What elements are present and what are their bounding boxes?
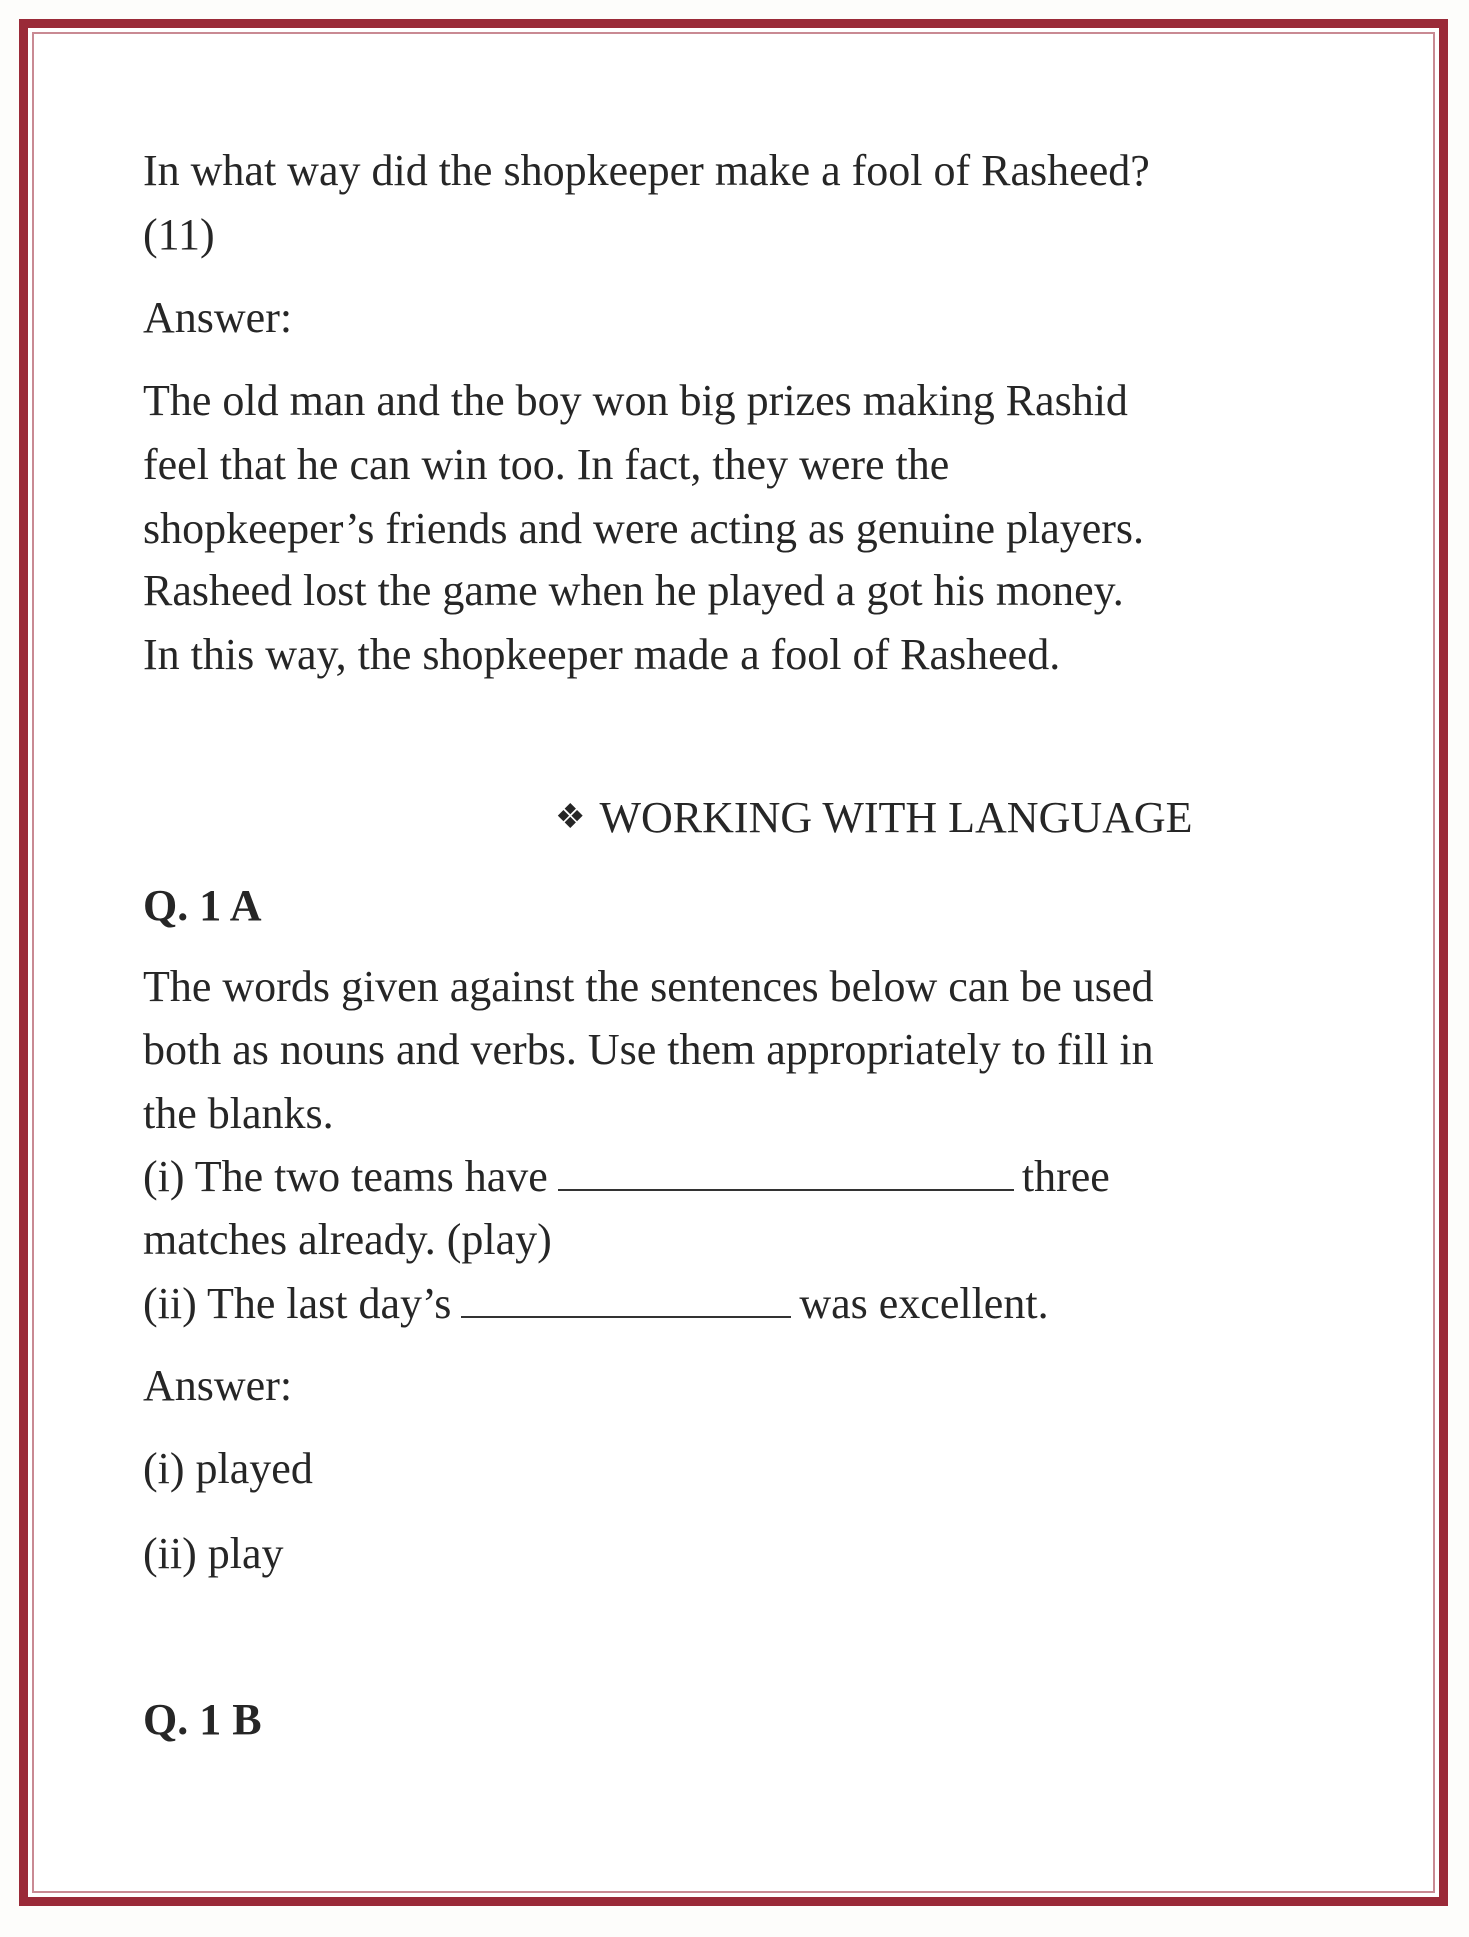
q1a-title: Q. 1 A xyxy=(143,881,262,930)
q1a-answer-1: (i) played xyxy=(143,1444,313,1493)
instruction-line: The words given against the sentences below can be used xyxy=(143,962,1154,1011)
section-heading xyxy=(555,786,1193,850)
question-number: (11) xyxy=(143,210,215,259)
q1b-title: Q. 1 B xyxy=(143,1695,262,1744)
exercise-item-2 xyxy=(143,1272,1049,1336)
answer-line: shopkeeper’s friends and were acting as genuine players. xyxy=(143,504,1145,553)
fill-blank-2 xyxy=(461,1276,791,1318)
question-text: In what way did the shopkeeper make a fool of Rasheed? xyxy=(143,146,1150,195)
item-1-text: (i) The two teams have xyxy=(143,1152,548,1201)
q1a-answer-2: (ii) play xyxy=(143,1529,284,1578)
answer-line: feel that he can win too. In fact, they were the xyxy=(143,440,950,489)
answer-line: Rasheed lost the game when he played a got his money. xyxy=(143,566,1124,615)
item-1-after: three xyxy=(1021,1152,1110,1201)
item-2-after: was excellent. xyxy=(799,1279,1049,1328)
fill-blank-1 xyxy=(558,1149,1014,1191)
instruction-line: both as nouns and verbs. Use them appropriately to fill in xyxy=(143,1025,1154,1074)
item-2-text: (ii) The last day’s xyxy=(143,1279,452,1328)
diamond-bullet-icon: ❖ xyxy=(555,799,586,836)
exercise-item-1 xyxy=(143,1145,1110,1209)
answer-line: In this way, the shopkeeper made a fool of Rasheed. xyxy=(143,630,1061,679)
section-title: WORKING WITH LANGUAGE xyxy=(599,793,1193,842)
answer-line: The old man and the boy won big prizes making Rashid xyxy=(143,376,1128,425)
answer-label: Answer: xyxy=(143,293,293,342)
instruction-line: the blanks. xyxy=(143,1089,334,1138)
q1a-answer-label: Answer: xyxy=(143,1361,293,1410)
exercise-item-1-continued: matches already. (play) xyxy=(143,1215,552,1264)
